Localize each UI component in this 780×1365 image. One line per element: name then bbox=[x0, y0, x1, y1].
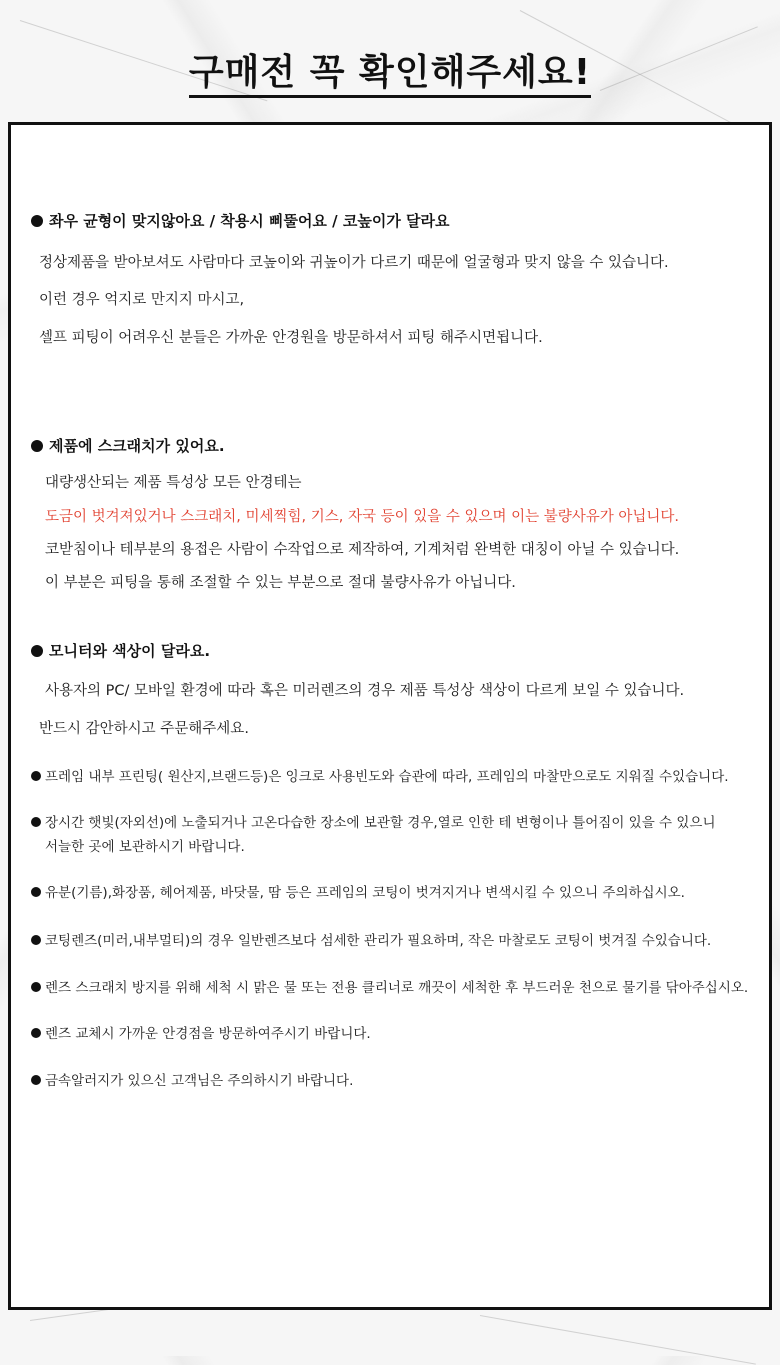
bullet-icon bbox=[31, 771, 41, 781]
section-heading bbox=[31, 210, 450, 231]
section-heading-text: 좌우 균형이 맞지않아요 / 착용시 삐뚤어요 / 코높이가 달라요 bbox=[49, 212, 450, 230]
section-heading-text: 모니터와 색상이 달라요. bbox=[49, 642, 211, 660]
bullet-icon bbox=[31, 817, 41, 827]
note-item-continued bbox=[45, 835, 245, 855]
section-line: 이 부분은 피팅을 통해 조절할 수 있는 부분으로 절대 불량사유가 아닙니다. bbox=[45, 575, 516, 591]
section-line: 정상제품을 받아보셔도 사람마다 코높이와 귀높이가 다르기 때문에 얼굴형과 맞지 않을 수 있습니다. bbox=[39, 255, 669, 271]
note-item bbox=[31, 976, 748, 996]
note-item bbox=[31, 765, 729, 785]
bullet-icon bbox=[31, 645, 43, 657]
section-heading-text: 제품에 스크래치가 있어요. bbox=[49, 437, 225, 455]
note-text: 프레임 내부 프린팅( 원산지,브랜드등)은 잉크로 사용빈도와 습관에 따라, 프레임의 마찰만으로도 지워질 수있습니다. bbox=[45, 769, 729, 785]
note-item bbox=[31, 1069, 353, 1089]
note-item bbox=[31, 811, 716, 831]
note-text: 코팅렌즈(미러,내부멀티)의 경우 일반렌즈보다 섬세한 관리가 필요하며, 작은 마찰로도 코팅이 벗겨질 수있습니다. bbox=[45, 933, 712, 949]
section-line: 이런 경우 억지로 만지지 마시고, bbox=[39, 292, 245, 308]
bullet-icon bbox=[31, 215, 43, 227]
bullet-icon bbox=[31, 1028, 41, 1038]
bullet-icon bbox=[31, 440, 43, 452]
bullet-icon bbox=[31, 982, 41, 992]
page-title-wrap bbox=[0, 44, 780, 95]
notice-panel bbox=[8, 122, 772, 1310]
section-line: 대량생산되는 제품 특성상 모든 안경테는 bbox=[45, 475, 302, 491]
bullet-icon bbox=[31, 887, 41, 897]
page-title: 구매전 꼭 확인해주세요! bbox=[189, 52, 591, 98]
note-text: 금속알러지가 있으신 고객님은 주의하시기 바랍니다. bbox=[45, 1073, 354, 1089]
warning-line: 도금이 벗겨져있거나 스크래치, 미세찍힘, 기스, 자국 등이 있을 수 있으며 이는 불량사유가 아닙니다. bbox=[45, 509, 680, 525]
section-line: 사용자의 PC/ 모바일 환경에 따라 혹은 미러렌즈의 경우 제품 특성상 색상이 다르게 보일 수 있습니다. bbox=[45, 683, 685, 699]
marble-vein bbox=[480, 1315, 756, 1365]
note-item bbox=[31, 929, 711, 949]
section-line: 셀프 피팅이 어려우신 분들은 가까운 안경원을 방문하셔서 피팅 해주시면됩니다. bbox=[39, 330, 543, 346]
bullet-icon bbox=[31, 935, 41, 945]
note-text: 렌즈 스크래치 방지를 위해 세척 시 맑은 물 또는 전용 클리너로 깨끗이 세척한 후 부드러운 천으로 물기를 닦아주십시오. bbox=[45, 980, 749, 996]
note-text: 유분(기름),화장품, 헤어제품, 바닷물, 땀 등은 프레임의 코팅이 벗겨지거나 변색시킬 수 있으니 주의하십시오. bbox=[45, 885, 685, 901]
note-text: 장시간 햇빛(자외선)에 노출되거나 고온다습한 장소에 보관할 경우,열로 인한 테 변형이나 틀어짐이 있을 수 있으니 bbox=[45, 815, 716, 831]
note-text: 서늘한 곳에 보관하시기 바랍니다. bbox=[45, 839, 245, 855]
section-line: 코받침이나 테부분의 용접은 사람이 수작업으로 제작하여, 기계처럼 완벽한 대칭이 아닐 수 있습니다. bbox=[45, 542, 680, 558]
section-heading bbox=[31, 435, 225, 456]
bullet-icon bbox=[31, 1075, 41, 1085]
note-item bbox=[31, 881, 685, 901]
section-heading bbox=[31, 640, 210, 661]
note-text: 렌즈 교체시 가까운 안경점을 방문하여주시기 바랍니다. bbox=[45, 1026, 371, 1042]
section-line: 반드시 감안하시고 주문해주세요. bbox=[39, 721, 249, 737]
note-item bbox=[31, 1022, 371, 1042]
